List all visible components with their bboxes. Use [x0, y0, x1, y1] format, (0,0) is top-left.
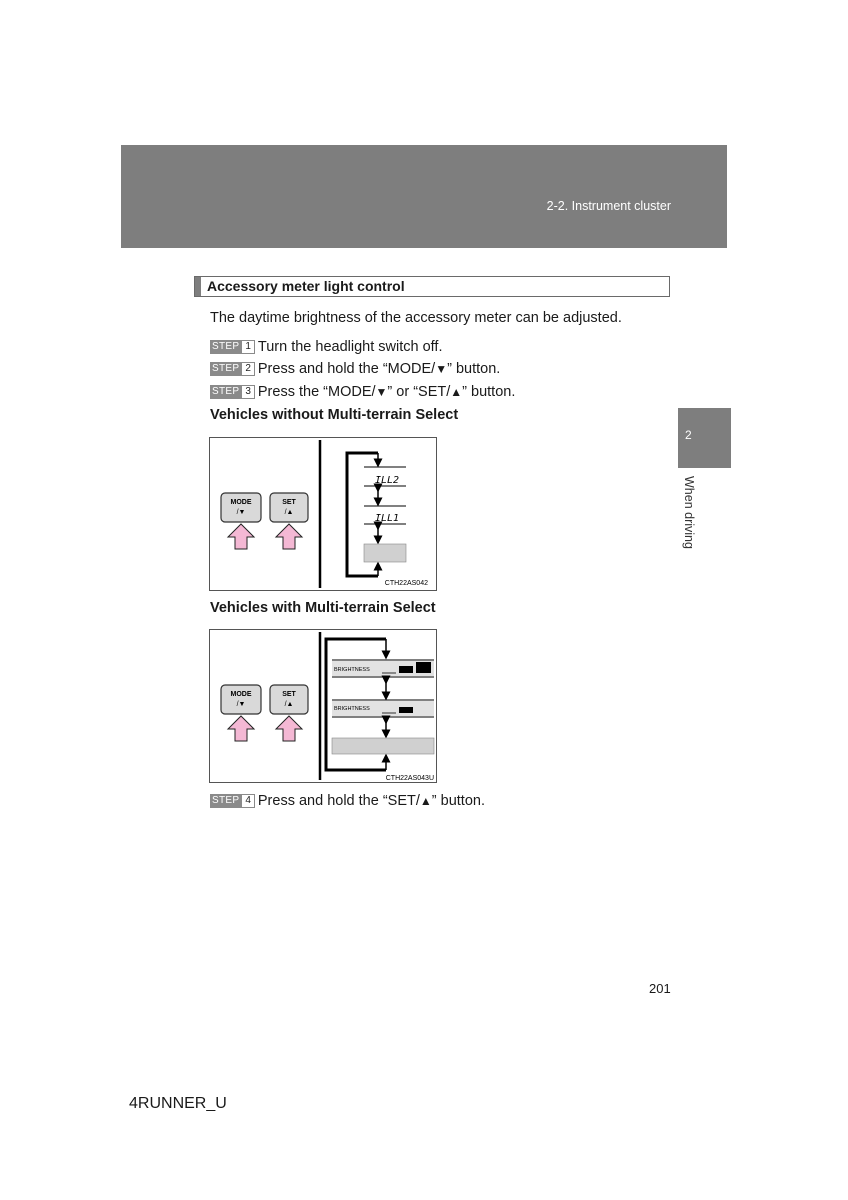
page-number: 201 — [649, 981, 671, 996]
step-badge — [210, 385, 255, 399]
press-arrow-icon — [276, 716, 302, 741]
brightness-label-2: BRIGHTNESS — [334, 706, 370, 712]
down-triangle-icon: ▼ — [375, 385, 388, 399]
step-text-end: ” button. — [447, 361, 501, 377]
press-arrow-icon — [228, 716, 254, 741]
display-ill2: ILL2 — [375, 475, 400, 486]
step-badge — [210, 794, 255, 808]
step-text-mid: ” or “SET/ — [387, 384, 451, 400]
down-triangle-icon: ▼ — [435, 362, 448, 376]
figure-without-mts — [209, 437, 437, 591]
step-text-end: ” button. — [462, 384, 516, 400]
mode-sublabel: /▼ — [236, 701, 246, 708]
mode-sublabel: /▼ — [236, 509, 246, 516]
step-word: STEP — [212, 386, 240, 397]
brightness-label-1: BRIGHTNESS — [334, 667, 370, 673]
set-button-icon — [270, 493, 308, 522]
section-title-box — [194, 276, 670, 297]
figure-with-mts — [209, 629, 437, 783]
step-badge — [210, 362, 255, 376]
step-text-end: ” button. — [431, 793, 485, 809]
up-triangle-icon: ▲ — [450, 385, 463, 399]
subhead-without-mts: Vehicles without Multi-terrain Select — [210, 407, 459, 423]
set-sublabel: /▲ — [284, 509, 294, 516]
display-off-row — [364, 544, 406, 562]
set-sublabel: /▲ — [284, 701, 294, 708]
mode-button-icon — [221, 493, 261, 522]
header-band — [121, 145, 727, 248]
mode-button-icon — [221, 685, 261, 714]
press-arrow-icon — [228, 524, 254, 549]
up-triangle-icon: ▲ — [419, 794, 432, 808]
step-number: 1 — [241, 340, 255, 354]
press-arrow-icon — [276, 524, 302, 549]
step-text: Press and hold the “SET/ — [257, 793, 420, 809]
display-off-row — [332, 738, 434, 754]
step-badge — [210, 340, 255, 354]
subhead-with-mts: Vehicles with Multi-terrain Select — [210, 600, 436, 616]
step-word: STEP — [212, 341, 240, 352]
step-word: STEP — [212, 795, 240, 806]
step-number: 4 — [241, 794, 255, 808]
step-1 — [210, 339, 442, 355]
chapter-number: 2 — [685, 428, 692, 442]
step-number: 2 — [241, 362, 255, 376]
display-ill1: ILL1 — [375, 513, 400, 524]
chapter-label: When driving — [682, 476, 696, 549]
step-text: Press and hold the “MODE/ — [257, 361, 436, 377]
mode-label: MODE — [230, 691, 252, 698]
step-text: Turn the headlight switch off. — [257, 339, 443, 355]
section-breadcrumb: 2-2. Instrument cluster — [546, 199, 671, 213]
step-4 — [210, 793, 485, 809]
intro-text: The daytime brightness of the accessory meter can be adjusted. — [210, 310, 622, 326]
set-label: SET — [282, 499, 296, 506]
section-title: Accessory meter light control — [207, 278, 405, 294]
figure-code: CTH22AS042 — [384, 580, 428, 587]
step-text: Press the “MODE/ — [257, 384, 376, 400]
footer-model: 4RUNNER_U — [129, 1095, 227, 1112]
figure-code: CTH22AS043U — [385, 775, 434, 782]
mode-label: MODE — [230, 499, 252, 506]
step-number: 3 — [241, 385, 255, 399]
step-3 — [210, 384, 515, 400]
step-2 — [210, 361, 500, 377]
chapter-tab — [678, 408, 731, 468]
step-word: STEP — [212, 363, 240, 374]
section-title-marker — [195, 277, 201, 296]
set-label: SET — [282, 691, 296, 698]
set-button-icon — [270, 685, 308, 714]
